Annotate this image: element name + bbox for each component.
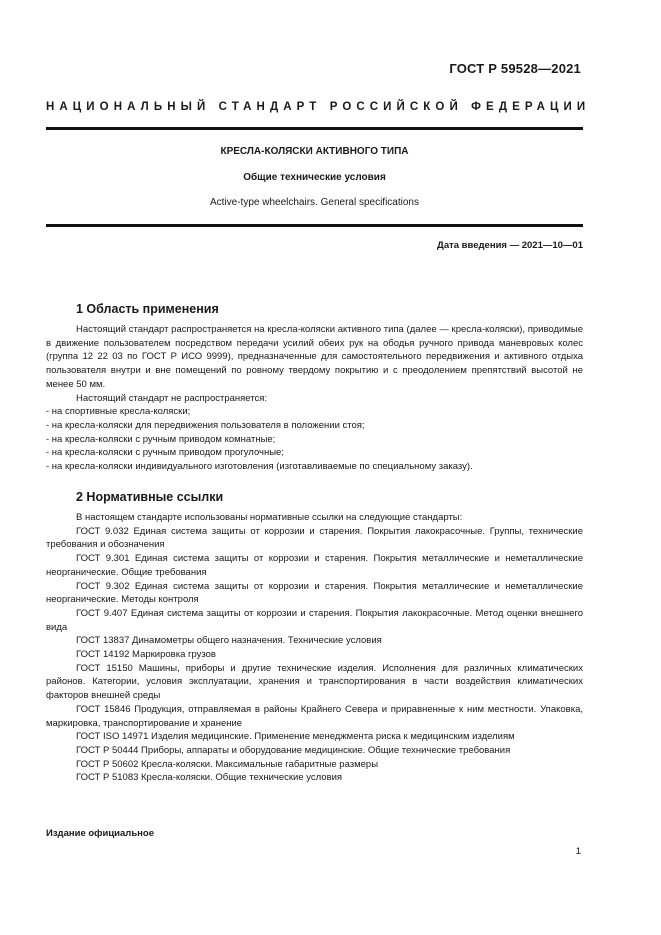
- section-heading: 1 Область применения: [76, 302, 219, 316]
- reference-item: ГОСТ Р 50602 Кресла-коляски. Максимальные габаритные размеры: [76, 758, 379, 770]
- bottom-rule: [46, 224, 583, 227]
- reference-item: ГОСТ ISO 14971 Изделия медицинские. Применение менеджмента риска к медицинским изделиям: [76, 731, 515, 743]
- top-rule: [46, 127, 583, 130]
- list-item: - на спортивные кресла-коляски;: [46, 406, 191, 418]
- official-edition-label: Издание официальное: [46, 828, 154, 839]
- list-item: - на кресла-коляски для передвижения пользователя в положении стоя;: [46, 419, 365, 431]
- paragraph: Настоящий стандарт распространяется на кресла-коляски активного типа (далее — кресла-коляски), приводимые в движение пользователем посредством передачи усилий обеих рук на ободья ручного привода маневровых колес (группа 12 22 03 по ГОСТ Р ИСО 9999), предназначенные для самостоятельного передвижения и активного отдыха пользователя внутри и вне помещений по ровному твердому покрытию и с преодолением препятствий высотой не менее 50 мм.: [46, 324, 583, 390]
- paragraph: В настоящем стандарте использованы нормативные ссылки на следующие стандарты:: [76, 512, 463, 523]
- list-item: - на кресла-коляски индивидуального изготовления (изготавливаемые по специальному заказу).: [46, 461, 473, 473]
- reference-item: ГОСТ 9.407 Единая система защиты от коррозии и старения. Покрытия лакокрасочные. Метод оценки внешнего вида: [46, 607, 583, 633]
- reference-item: ГОСТ 9.301 Единая система защиты от коррозии и старения. Покрытия металлические и неметаллические неорганические. Общие требования: [46, 553, 583, 578]
- document-subtitle: Общие технические условия: [243, 172, 386, 183]
- reference-item: ГОСТ 15150 Машины, приборы и другие технические изделия. Исполнения для различных климатических районов. Категории, условия эксплуатации, хранения и транспортирования в части воздействия климатических факторов внешней среды: [46, 662, 583, 702]
- section-normative-references: [46, 489, 583, 785]
- section-heading: 2 Нормативные ссылки: [76, 490, 224, 504]
- english-title: Active-type wheelchairs. General specifications: [210, 197, 419, 208]
- reference-item: ГОСТ 14192 Маркировка грузов: [76, 649, 216, 661]
- section-scope: [46, 301, 583, 474]
- introduction-date: Дата введения — 2021—10—01: [437, 240, 583, 251]
- reference-item: ГОСТ 9.302 Единая система защиты от коррозии и старения. Покрытия металлические и неметаллические неорганические. Методы контроля: [46, 580, 583, 606]
- list-item: - на кресла-коляски с ручным приводом комнатные;: [46, 433, 276, 445]
- reference-item: ГОСТ Р 50444 Приборы, аппараты и оборудование медицинские. Общие технические требования: [76, 744, 511, 756]
- reference-item: ГОСТ 9.032 Единая система защиты от коррозии и старения. Покрытия лакокрасочные. Группы, технические требования и обозначения: [46, 525, 583, 551]
- national-standard-banner: НАЦИОНАЛЬНЫЙ СТАНДАРТ РОССИЙСКОЙ ФЕДЕРАЦИИ: [46, 101, 591, 113]
- paragraph: Настоящий стандарт не распространяется:: [76, 392, 268, 404]
- reference-item: ГОСТ 13837 Динамометры общего назначения. Технические условия: [76, 635, 382, 647]
- reference-item: ГОСТ 15846 Продукция, отправляемая в районы Крайнего Севера и приравненные к ним местности. Упаковка, маркировка, транспортирование и хранение: [46, 703, 583, 729]
- reference-item: ГОСТ Р 51083 Кресла-коляски. Общие технические условия: [76, 772, 343, 784]
- document-title: КРЕСЛА-КОЛЯСКИ АКТИВНОГО ТИПА: [220, 146, 409, 157]
- document-code: ГОСТ Р 59528—2021: [449, 61, 581, 76]
- list-item: - на кресла-коляски с ручным приводом прогулочные;: [46, 447, 284, 459]
- page-number: 1: [575, 846, 581, 857]
